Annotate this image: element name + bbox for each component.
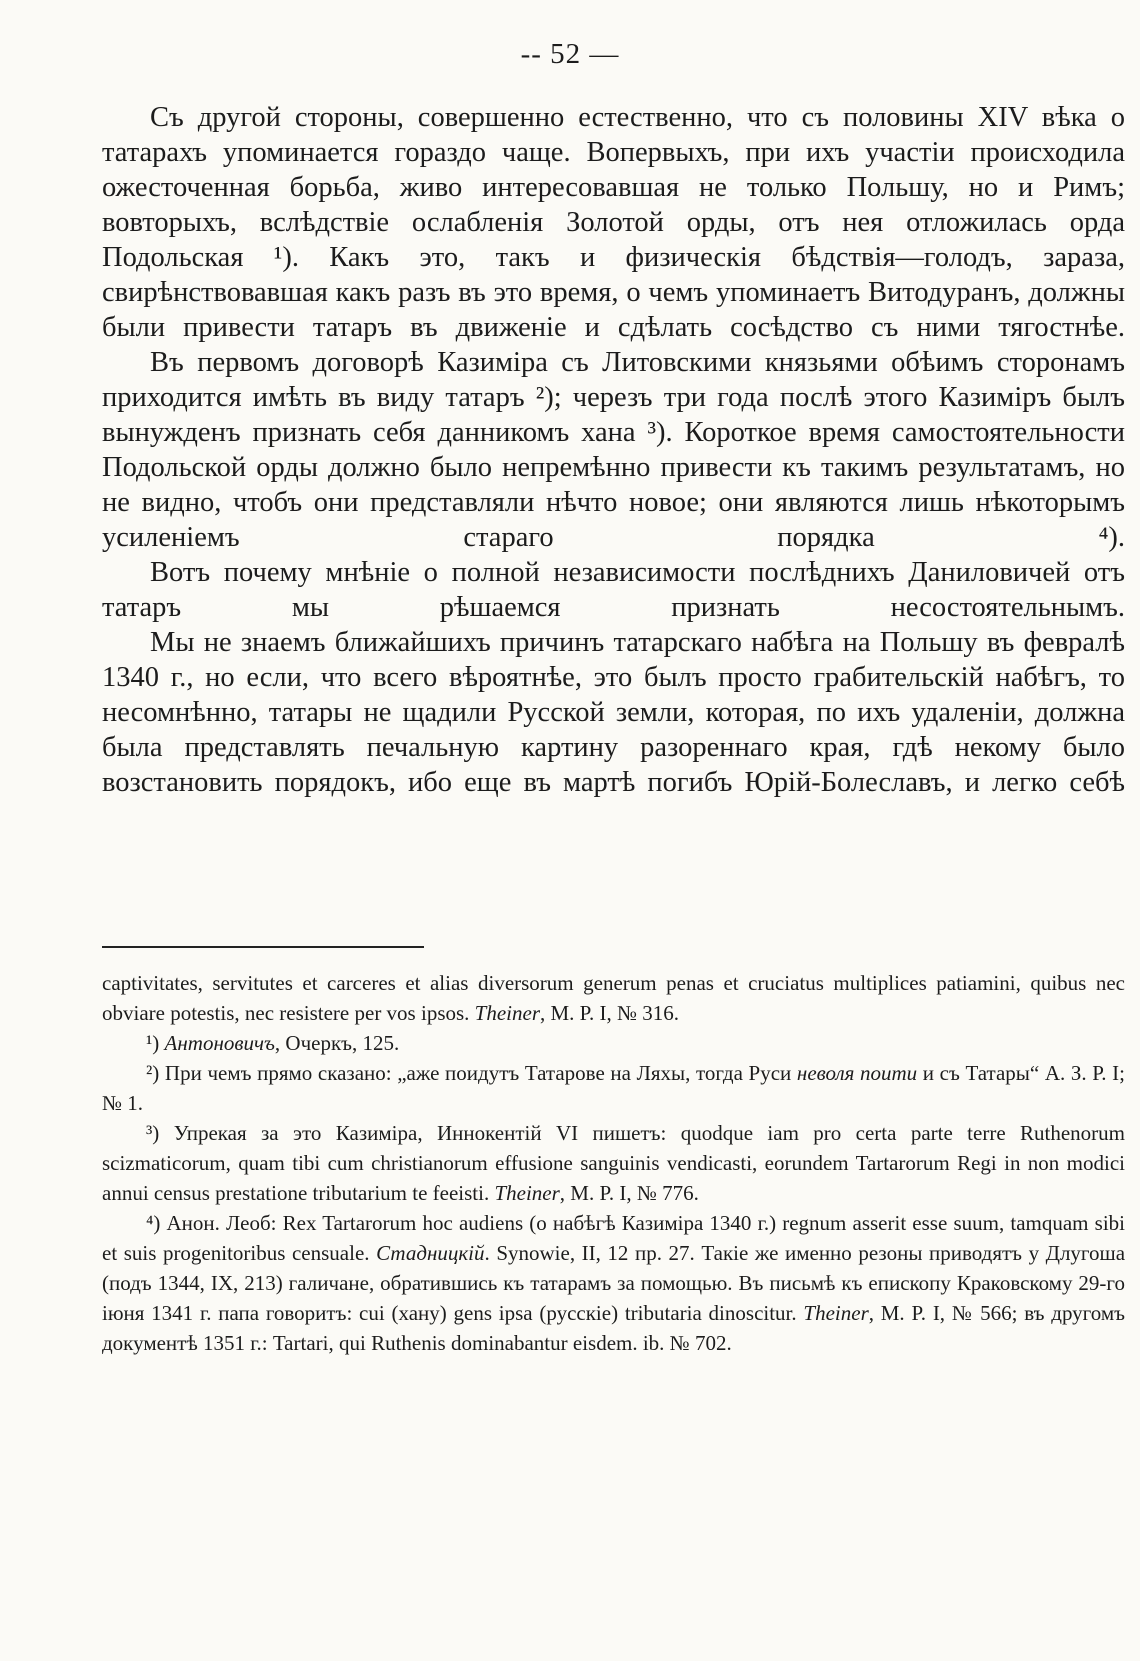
- footnote-author: Theiner: [494, 1181, 560, 1205]
- footnote-mark: ⁴): [146, 1211, 161, 1235]
- footnote-mark: ²): [146, 1061, 160, 1085]
- paragraph-4: Мы не знаемъ ближайшихъ причинъ татарскаго набѣга на Польшу въ февралѣ 1340 г., но если, что всего вѣроятнѣе, это былъ просто грабительскій набѣгъ, то несомнѣнно, татары не щадили Русской земли, которая, по ихъ удаленіи, должна была представлять печальную картину разореннаго края, гдѣ некому было возстановить порядокъ, ибо еще въ мартѣ погибъ Юрій-Болеславъ, и легко себѣ: [102, 627, 1125, 798]
- footnote-author: Стадницкій: [376, 1241, 485, 1265]
- footnotes: [102, 968, 1125, 1358]
- footnote-4: ⁴) Анон. Леоб: Rex Tartarorum hoc audiens (о набѣгѣ Казиміра 1340 г.) regnum asserit esse suum, tamquam sibi et suis progenitoribus censuale. Стадницкій. Synowie, II, 12 пр. 27. Такіе же именно резоны приводятъ у Длугоша (подъ 1344, IX, 213) галичане, обратившись къ татарамъ за помощью. Въ письмѣ къ епископу Краковскому 29-го іюня 1341 г. папа говоритъ: cui (хану) gens ipsa (русскіе) tributaria dinoscitur. Theiner, M. P. I, № 566; въ другомъ документѣ 1351 г.: Tartari, qui Ruthenis dominabantur eisdem. ib. № 702.: [102, 1211, 1126, 1355]
- footnote-mark: ¹): [146, 1031, 160, 1055]
- paragraph-2: Въ первомъ договорѣ Казиміра съ Литовскими князьями обѣимъ сторонамъ приходится имѣть въ виду татаръ ²); черезъ три года послѣ этого Казиміръ былъ вынужденъ признать себя данникомъ хана ³). Короткое время самостоятельности Подольской орды должно было непремѣнно привести къ такимъ результатамъ, но не видно, чтобъ они представляли нѣчто новое; они являются лишь нѣкоторымъ усиленіемъ стараго порядка ⁴).: [102, 347, 1125, 553]
- footnote-3: ³) Упрекая за это Казиміра, Иннокентій VI пишетъ: quodque iam pro certa parte terre Ruthenorum scizmaticorum, quam tibi cum christianorum effusione sanguinis vendicasti, eorundem Tartarorum Regi in non modici annui census prestatione tributarium te feeisti. Theiner, M. P. I, № 776.: [102, 1121, 1126, 1205]
- footnote-1: ¹) Антоновичъ, Очеркъ, 125.: [146, 1031, 400, 1055]
- footnote-author: Theiner: [803, 1301, 869, 1325]
- footnote-continuation: captivitates, servitutes et carceres et alias diversorum generum penas et cruciatus multiplices patiamini, quibus nec obviare potestis, nec resistere per vos ipsos. Theiner, M. P. I, № 316.: [102, 971, 1125, 1025]
- paragraph-1: Съ другой стороны, совершенно естественно, что съ половины XIV вѣка о татарахъ упоминается гораздо чаще. Вопервыхъ, при ихъ участіи происходила ожесточенная борьба, живо интересовавшая не только Польшу, но и Римъ; вовторыхъ, вслѣдствіе ослабленія Золотой орды, отъ нея отложилась орда Подольская ¹). Какъ это, такъ и физическія бѣдствія—голодъ, зараза, свирѣнствовавшая какъ разъ въ это время, о чемъ упоминаетъ Витодуранъ, должны были привести татаръ въ движеніе и сдѣлать сосѣдство съ ними тягостнѣе.: [102, 102, 1125, 343]
- footnote-emphasis: неволя поити: [796, 1061, 918, 1085]
- page-number: -- 52 —: [520, 38, 620, 70]
- footnote-mark: ³): [146, 1121, 160, 1145]
- footnote-author: Антоновичъ: [164, 1031, 275, 1055]
- paragraph-3: Вотъ почему мнѣніе о полной независимости послѣднихъ Даниловичей отъ татаръ мы рѣшаемся признать несостоятельнымъ.: [102, 557, 1125, 623]
- footnote-author: Theiner: [474, 1001, 540, 1025]
- main-text: [102, 100, 1125, 800]
- footnote-separator: [102, 946, 424, 948]
- footnote-2: ²) При чемъ прямо сказано: „аже поидутъ Татарове на Ляхы, тогда Руси неволя поити и съ Татары“ А. З. Р. I; № 1.: [102, 1061, 1126, 1115]
